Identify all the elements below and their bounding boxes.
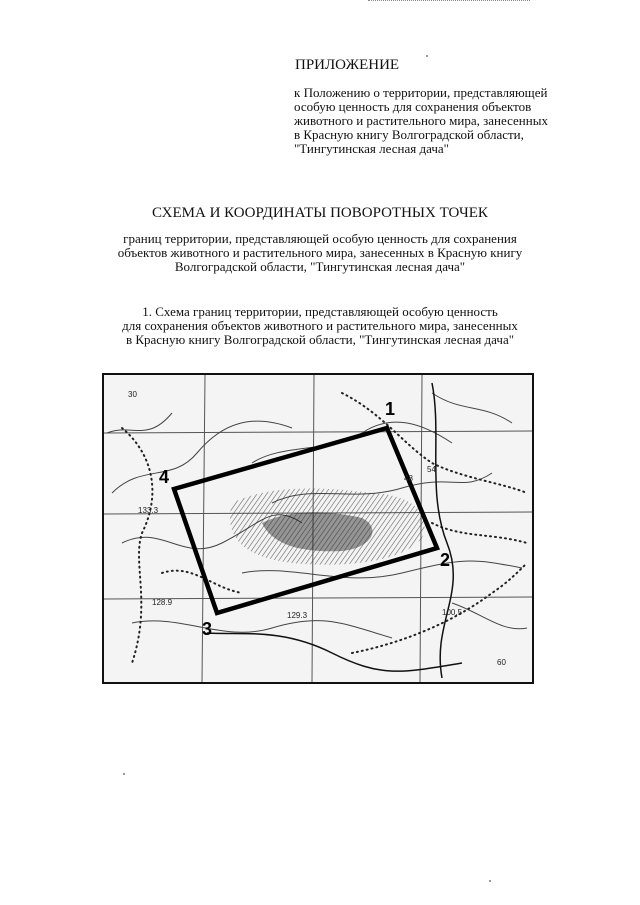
- document-heading: СХЕМА И КООРДИНАТЫ ПОВОРОТНЫХ ТОЧЕК: [152, 205, 488, 221]
- corner-label-4: 4: [159, 467, 170, 487]
- corner-label-3: 3: [202, 619, 213, 639]
- caption-line: в Красную книгу Волгоградской области, "Тингутинская лесная дача": [125, 332, 515, 347]
- elevation-label: 100.5: [442, 608, 463, 617]
- map-svg: [102, 373, 534, 684]
- elevation-label: 60: [497, 658, 506, 667]
- elevation-label: 129.3: [287, 611, 308, 620]
- elevation-label: 48: [404, 474, 413, 483]
- subheading-line: Волгоградской области, "Тингутинская лесная дача": [174, 259, 466, 274]
- scan-speck: [123, 773, 125, 775]
- scan-speck: [489, 880, 491, 882]
- appendix-line: к Положению о территории, представляющей: [294, 85, 548, 100]
- subheading-line: границ территории, представляющей особую ценность для сохранения: [123, 231, 517, 246]
- appendix-subtitle: [294, 86, 594, 156]
- elevation-label: 128.9: [152, 598, 173, 607]
- elevation-label: 133.3: [138, 506, 159, 515]
- corner-label-2: 2: [440, 550, 451, 570]
- caption-line: 1. Схема границ территории, представляющей особую ценность: [142, 304, 498, 319]
- appendix-line: в Красную книгу Волгоградской области,: [294, 127, 524, 142]
- subheading-line: объектов животного и растительного мира, занесенных в Красную книгу: [117, 245, 523, 260]
- appendix-line: особую ценность для сохранения объектов: [294, 99, 532, 114]
- caption-line: для сохранения объектов животного и растительного мира, занесенных: [122, 318, 518, 333]
- corner-label-1: 1: [385, 399, 396, 419]
- appendix-line: животного и растительного мира, занесенных: [294, 113, 548, 128]
- section-caption: [0, 305, 640, 347]
- appendix-line: "Тингутинская лесная дача": [294, 141, 449, 156]
- territory-map: [102, 373, 534, 684]
- elevation-label: 30: [128, 390, 137, 399]
- document-subheading: [0, 232, 640, 274]
- scan-artifact-line: [368, 0, 530, 2]
- elevation-label: 54: [427, 465, 436, 474]
- appendix-block: [294, 56, 594, 156]
- appendix-title: ПРИЛОЖЕНИЕ: [295, 57, 400, 73]
